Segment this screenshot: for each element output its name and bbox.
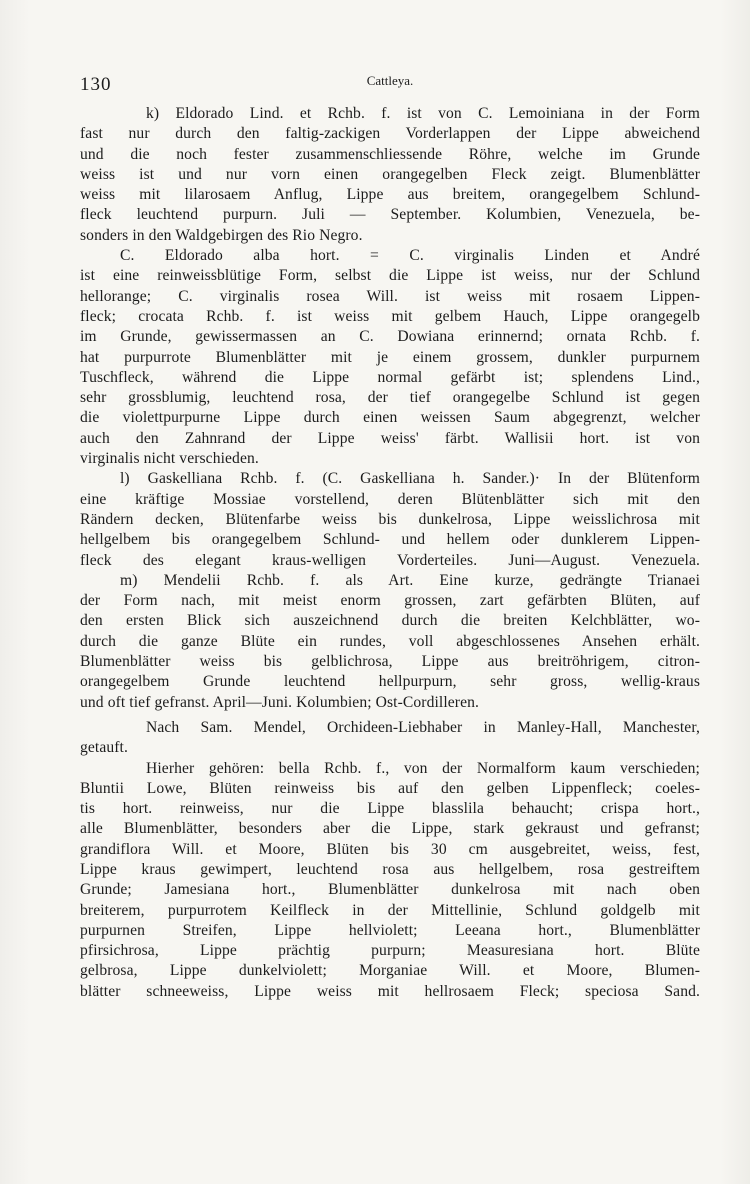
text-line: pfirsichrosa, Lippe prächtig purpurn; Measuresiana hort. Blüte xyxy=(80,942,700,960)
text-line: tis hort. reinweiss, nur die Lippe blasslila behaucht; crispa hort., xyxy=(80,800,700,818)
text-line: blätter schneeweiss, Lippe weiss mit hellrosaem Fleck; speciosa Sand. xyxy=(80,982,700,1000)
text-line: grandiflora Will. et Moore, Blüten bis 30 cm ausgebreitet, weiss, fest, xyxy=(80,840,700,858)
text-line: Nach Sam. Mendel, Orchideen-Liebhaber in Manley-Hall, Manchester, xyxy=(146,718,700,736)
text-line: fast nur durch den faltig-zackigen Vorderlappen der Lippe abweichend xyxy=(80,125,700,143)
page-number: 130 xyxy=(80,74,112,95)
text-line: auch den Zahnrand der Lippe weiss' färbt. Wallisii hort. ist von xyxy=(80,429,700,447)
body-text xyxy=(80,104,700,1002)
text-line: sehr grossblumig, leuchtend rosa, der tief orangegelbe Schlund ist gegen xyxy=(80,389,700,407)
text-line: hellorange; C. virginalis rosea Will. ist weiss mit rosaem Lippen- xyxy=(80,287,700,305)
text-line: weiss mit lilarosaem Anflug, Lippe aus breitem, orangegelbem Schlund- xyxy=(80,186,700,204)
text-line: ist eine reinweissblütige Form, selbst die Lippe ist weiss, nur der Schlund xyxy=(80,267,700,285)
text-line: Tuschfleck, während die Lippe normal gefärbt ist; splendens Lind., xyxy=(80,368,700,386)
text-line: fleck leuchtend purpurn. Juli — September. Kolumbien, Venezuela, be- xyxy=(80,206,700,224)
text-line: Blumenblätter weiss bis gelblichrosa, Lippe aus breitröhrigem, citron- xyxy=(80,653,700,671)
text-line: und die noch fester zusammenschliessende Röhre, welche im Grunde xyxy=(80,145,700,163)
text-line: k) Eldorado Lind. et Rchb. f. ist von C. Lemoiniana in der Form xyxy=(146,105,700,122)
text-line: Bluntii Lowe, Blüten reinweiss bis auf den gelben Lippenfleck; coeles- xyxy=(80,779,700,797)
text-line: fleck; crocata Rchb. f. ist weiss mit gelbem Hauch, Lippe orangegelb xyxy=(80,307,700,325)
text-line: im Grunde, gewissermassen an C. Dowiana erinnernd; ornata Rchb. f. xyxy=(80,328,700,346)
text-line: Rändern decken, Blütenfarbe weiss bis dunkelrosa, Lippe weisslichrosa mit xyxy=(80,510,700,528)
text-line: hellgelbem bis orangegelbem Schlund- und hellem oder dunklerem Lippen- xyxy=(80,531,700,549)
text-line: l) Gaskelliana Rchb. f. (C. Gaskelliana h. Sander.)· In der Blütenform xyxy=(120,470,700,488)
text-line: getauft. xyxy=(80,739,128,757)
text-line: Lippe kraus gewimpert, leuchtend rosa aus hellgelbem, rosa gestreiftem xyxy=(80,860,700,878)
text-line: Grunde; Jamesiana hort., Blumenblätter dunkelrosa mit nach oben xyxy=(80,881,700,899)
text-line: durch die ganze Blüte ein rundes, voll abgeschlossenes Ansehen erhält. xyxy=(80,632,700,650)
text-line: m) Mendelii Rchb. f. als Art. Eine kurze, gedrängte Trianaei xyxy=(120,571,700,589)
page-header xyxy=(80,70,700,94)
text-line: die violettpurpurne Lippe durch einen weissen Saum abgegrenzt, welcher xyxy=(80,409,700,427)
text-line: den ersten Blick sich auszeichnend durch die breiten Kelchblätter, wo- xyxy=(80,612,700,630)
text-line: fleck des elegant kraus-welligen Vorderteiles. Juni—August. Venezuela. xyxy=(80,551,700,569)
running-title: Cattleya. xyxy=(366,73,414,88)
text-line: eine kräftige Mossiae vorstellend, deren Blütenblätter sich mit den xyxy=(80,490,700,508)
text-line: alle Blumenblätter, besonders aber die Lippe, stark gekraust und gefranst; xyxy=(80,820,700,838)
text-line: weiss ist und nur vorn einen orangegelben Fleck zeigt. Blumenblätter xyxy=(80,165,700,183)
text-line: der Form nach, mit meist enorm grossen, zart gefärbten Blüten, auf xyxy=(80,592,700,610)
text-line: purpurnen Streifen, Lippe hellviolett; Leeana hort., Blumenblätter xyxy=(80,921,700,939)
text-line: sonders in den Waldgebirgen des Rio Negro. xyxy=(80,226,363,244)
text-line: virginalis nicht verschieden. xyxy=(80,450,259,468)
text-line: hat purpurrote Blumenblätter mit je einem grossem, dunkler purpurnem xyxy=(80,348,700,366)
text-line: C. Eldorado alba hort. = C. virginalis Linden et André xyxy=(120,247,700,265)
text-line: orangegelbem Grunde leuchtend hellpurpurn, sehr gross, wellig-kraus xyxy=(80,673,700,691)
text-line: und oft tief gefranst. April—Juni. Kolumbien; Ost-Cordilleren. xyxy=(80,693,480,711)
text-line: gelbrosa, Lippe dunkelviolett; Morganiae Will. et Moore, Blumen- xyxy=(80,962,700,980)
text-line: Hierher gehören: bella Rchb. f., von der Normalform kaum verschieden; xyxy=(146,759,700,777)
text-line: breiterem, purpurrotem Keilfleck in der Mittellinie, Schlund goldgelb mit xyxy=(80,901,700,919)
